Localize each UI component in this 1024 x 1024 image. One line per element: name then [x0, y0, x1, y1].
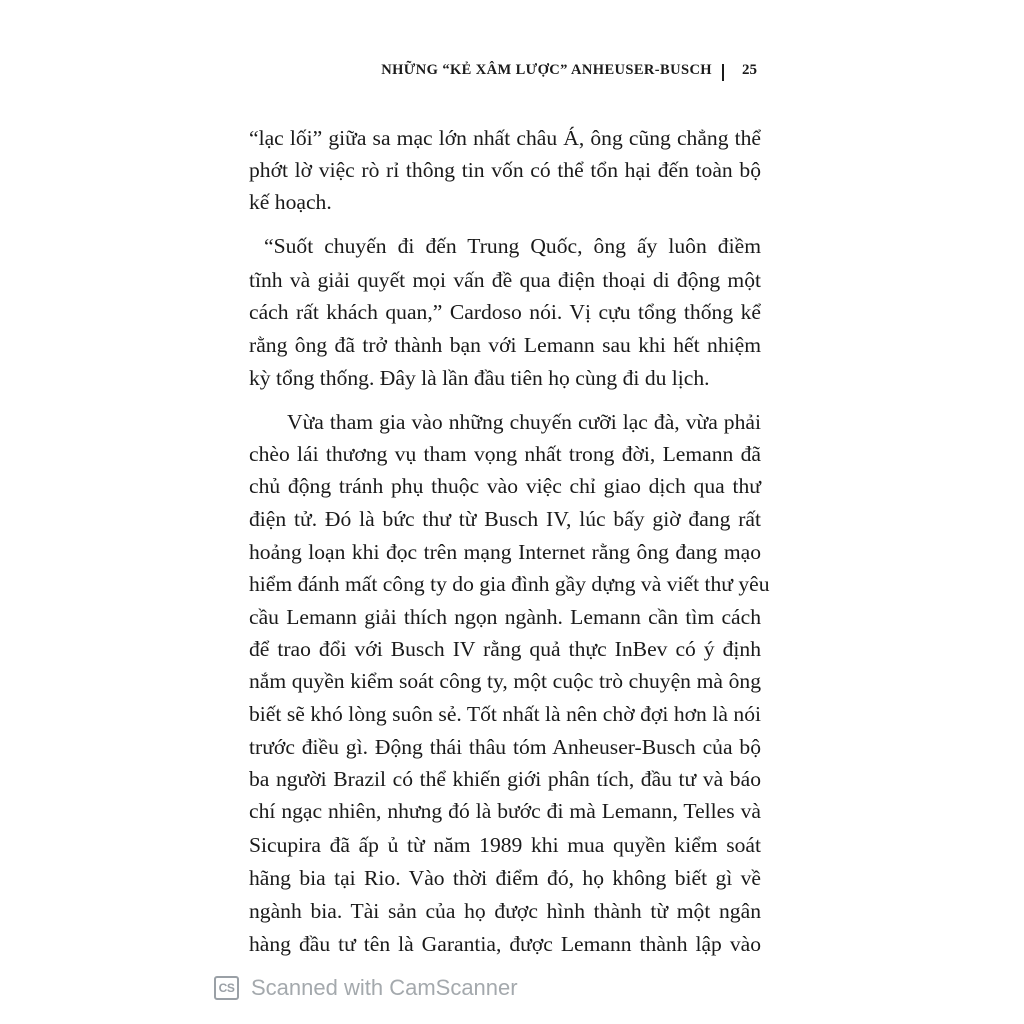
- text-line: chí ngạc nhiên, nhưng đó là bước đi mà Lemann, Telles và: [249, 799, 761, 823]
- text-line: “Suốt chuyến đi đến Trung Quốc, ông ấy luôn điềm: [264, 234, 761, 258]
- text-line: hãng bia tại Rio. Vào thời điểm đó, họ không biết gì về: [249, 866, 761, 890]
- text-line: chèo lái thương vụ tham vọng nhất trong đời, Lemann đã: [249, 442, 761, 466]
- text-line: trước điều gì. Động thái thâu tóm Anheuser-Busch của bộ: [249, 735, 761, 759]
- text-line: hoảng loạn khi đọc trên mạng Internet rằng ông đang mạo: [249, 540, 761, 564]
- text-line: ba người Brazil có thể khiến giới phân tích, đầu tư và báo: [249, 767, 761, 791]
- text-line: “lạc lối” giữa sa mạc lớn nhất châu Á, ông cũng chẳng thể: [249, 126, 761, 150]
- text-line: cầu Lemann giải thích ngọn ngành. Lemann cần tìm cách: [249, 605, 761, 629]
- text-line: biết sẽ khó lòng suôn sẻ. Tốt nhất là nên chờ đợi hơn là nói: [249, 702, 761, 726]
- text-line: chủ động tránh phụ thuộc vào việc chỉ giao dịch qua thư: [249, 474, 761, 498]
- text-line: ngành bia. Tài sản của họ được hình thành từ một ngân: [249, 899, 761, 923]
- text-line: hiểm đánh mất công ty do gia đình gầy dựng và viết thư yêu: [249, 572, 770, 596]
- text-line: tĩnh và giải quyết mọi vấn đề qua điện thoại di động một: [249, 268, 761, 292]
- running-title: NHỮNG “KẺ XÂM LƯỢC” ANHEUSER-BUSCH: [381, 62, 712, 78]
- text-line: cách rất khách quan,” Cardoso nói. Vị cựu tổng thống kể: [249, 300, 761, 324]
- text-line: phớt lờ việc rò rỉ thông tin vốn có thể tổn hại đến toàn bộ: [249, 158, 761, 182]
- text-line: kế hoạch.: [249, 190, 332, 214]
- text-line: điện tử. Đó là bức thư từ Busch IV, lúc bấy giờ đang rất: [249, 507, 761, 531]
- text-line: Vừa tham gia vào những chuyến cưỡi lạc đà, vừa phải: [287, 410, 761, 434]
- text-line: kỳ tổng thống. Đây là lần đầu tiên họ cùng đi du lịch.: [249, 366, 710, 390]
- text-line: rằng ông đã trở thành bạn với Lemann sau khi hết nhiệm: [249, 333, 761, 357]
- watermark-text: Scanned with CamScanner: [251, 975, 518, 1000]
- camscanner-logo-icon: CS: [214, 976, 239, 1000]
- camscanner-watermark: [214, 973, 518, 1003]
- text-line: Sicupira đã ấp ủ từ năm 1989 khi mua quyền kiểm soát: [249, 833, 761, 857]
- text-line: nắm quyền kiểm soát công ty, một cuộc trò chuyện mà ông: [249, 669, 761, 693]
- text-line: để trao đổi với Busch IV rằng quả thực InBev có ý định: [249, 637, 761, 661]
- page-number: 25: [742, 62, 757, 78]
- text-line: hàng đầu tư tên là Garantia, được Lemann thành lập vào: [249, 932, 761, 956]
